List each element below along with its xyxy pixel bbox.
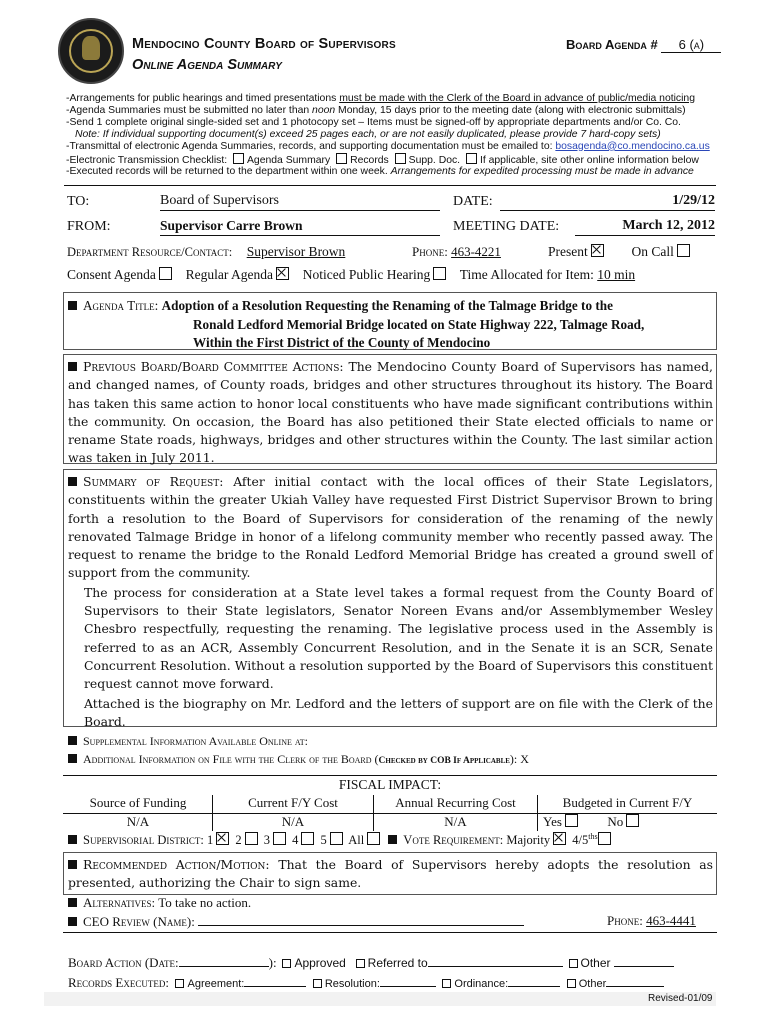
present-checkbox[interactable] [591, 244, 604, 257]
consent-agenda-checkbox[interactable] [159, 267, 172, 280]
other-field[interactable] [614, 955, 674, 967]
checkbox-online-info[interactable] [466, 153, 477, 164]
present-row: Present On Call [548, 244, 693, 260]
agenda-number-value: 6 (a) [661, 37, 721, 53]
ceo-rule [63, 932, 717, 933]
revised-label: Revised-01/09 [648, 993, 713, 1004]
agenda-title-section: Agenda Title: Adoption of a Resolution Requesting the Renaming of the Talmage Bridge to the Ronald Ledford Memorial Bridge located on State Highway 222, Talmage Road, Within the First District of the County of Mendocino [68, 297, 713, 353]
fiscal-header-budgeted: Budgeted in Current F/Y [562, 795, 693, 810]
date-field[interactable]: 1/29/12 [500, 193, 715, 211]
ceo-phone-value[interactable]: 463-4441 [646, 913, 696, 928]
fiscal-impact-title: FISCAL IMPACT: [338, 777, 442, 792]
phone-row: Phone: 463-4221 [412, 244, 501, 259]
fiscal-col-divider-2 [373, 795, 374, 831]
agenda-number-label: Board Agenda # 6 (a) [566, 37, 721, 53]
records-other-checkbox[interactable] [567, 979, 576, 988]
ceo-phone-row: Phone: 463-4441 [607, 913, 696, 928]
time-allocated-value[interactable]: 10 min [597, 267, 636, 282]
footer-bar [44, 992, 716, 1006]
ceo-review-row: CEO Review (Name): [68, 913, 524, 930]
from-label: FROM: [67, 219, 111, 234]
form-subtitle: Online Agenda Summary [132, 57, 282, 73]
records-resolution-checkbox[interactable] [313, 979, 322, 988]
records-resolution-field[interactable] [380, 976, 436, 987]
agenda-type-row: Consent Agenda Regular Agenda Noticed Public Hearing Time Allocated for Item: 10 min [67, 267, 636, 282]
fiscal-header-current: Current F/Y Cost [248, 795, 338, 810]
oncall-checkbox[interactable] [677, 244, 690, 257]
form-title: Mendocino County Board of Supervisors [132, 36, 396, 52]
approved-checkbox[interactable] [282, 959, 291, 968]
supplemental-online: Supplemental Information Available Online at: [68, 734, 308, 749]
vote-majority-checkbox[interactable] [553, 832, 566, 845]
fiscal-top-rule [63, 775, 717, 776]
summary-section: Summary of Request: After initial contact with the local offices of their State Legislators, constituents within the greater Ukiah Valley have requested First District Supervisor Brown to bring forth a resolution to the Board of Supervisors for consideration of the renaming of the newly renovated Talmage Bridge in honor of a lifelong community member who recently passed away. The request to rename the bridge to the Ronald Ledford Memorial Bridge has created a ground swell of support from the community. The process for consideration at a State level takes a formal request from the County Board of Supervisors to their State legislators, Senator Noreen Evans and/or Assemblymember Wesley Chesbro respectfully, requesting the renaming. The legislative process used in the Assembly is referred to as an ACR, Assembly Concurrent Resolution, and in the Senate it is an SCR, Senate Concurrent Resolution. Without a resolution supported by the Board of Supervisors this constituent request cannot move forward. Attached is the biography on Mr. Ledford and the letters of support are on file with the Clerk of the Board. [68, 474, 713, 729]
records-other-field[interactable] [606, 976, 664, 987]
meeting-date-label: MEETING DATE: [453, 219, 560, 234]
recommended-action-section: Recommended Action/Motion: That the Board of Supervisors hereby adopts the resolution as presented, authorizing the Chair to sign same. [68, 857, 713, 891]
referred-to-field[interactable] [428, 955, 563, 967]
contact-value[interactable]: Supervisor Brown [246, 244, 346, 259]
phone-value[interactable]: 463-4221 [451, 244, 501, 259]
checkbox-agenda-summary[interactable] [233, 153, 244, 164]
to-label: TO: [67, 194, 90, 209]
previous-actions-section: Previous Board/Board Committee Actions: The Mendocino County Board of Supervisors has named, and changed names, of County roads, bridges and other structures throughout its history. The Board has taken this same action to honor local constituents who have made significant contributions within the community. On occasion, the Board has also petitioned their State elected officials to name or rename State roads, highways, bridges and other structures within the County. The last similar action was taken in July 2011. [68, 359, 713, 466]
date-label: DATE: [453, 194, 493, 209]
noticed-hearing-checkbox[interactable] [433, 267, 446, 280]
budgeted-yes-checkbox[interactable] [565, 814, 578, 827]
district-5-checkbox[interactable] [330, 832, 343, 845]
district-all-checkbox[interactable] [367, 832, 380, 845]
board-action-row: Board Action (Date: ): Approved Referred to Other [68, 955, 674, 971]
fiscal-value-source: N/A [126, 814, 150, 829]
fiscal-header-source: Source of Funding [89, 795, 187, 810]
header-divider [64, 185, 716, 186]
instructions-block: -Arrangements for public hearings and timed presentations must be made with the Clerk of the Board in advance of public/media noticing -Agenda Summaries must be submitted no later than noon Monday, 15 days prior to the meeting date (along with electronic submittals) -Send 1 complete original single-sided set and 1 photocopy set – Items must be signed-off by appropriate departments and/or Co. Co. Note: If individual supporting document(s) exceed 25 pages each, or are not easily duplicated, please provide 7 hard-copy sets) -Transmittal of electronic Agenda Summaries, records, and supporting documentation must be emailed to: bosagenda@co.mendocino.ca.us -Electronic Transmission Checklist: Agenda Summary Records Supp. Doc. If applicable, site other online information below -Executed records will be returned to the department within one week. Arrangements for expedited processing must be made in advance [66, 93, 710, 178]
district-4-checkbox[interactable] [301, 832, 314, 845]
records-agreement-checkbox[interactable] [175, 979, 184, 988]
supplemental-on-file: Additional Information on File with the Clerk of the Board (Checked by COB If Applicable): X [68, 752, 529, 767]
fiscal-header-annual: Annual Recurring Cost [395, 795, 516, 810]
county-seal-logo [58, 18, 124, 84]
budgeted-no-checkbox[interactable] [626, 814, 639, 827]
checkbox-supp-doc[interactable] [395, 153, 406, 164]
contact-row: Department Resource/Contact: Supervisor Brown [67, 244, 346, 259]
records-ordinance-field[interactable] [508, 976, 560, 987]
from-field[interactable]: Supervisor Carre Brown [160, 218, 440, 236]
fiscal-value-current: N/A [281, 814, 305, 829]
records-ordinance-checkbox[interactable] [442, 979, 451, 988]
email-link[interactable]: bosagenda@co.mendocino.ca.us [555, 140, 710, 152]
checkbox-records[interactable] [336, 153, 347, 164]
board-action-date-field[interactable] [179, 955, 269, 967]
vote-fourfifths-checkbox[interactable] [598, 832, 611, 845]
fiscal-col-divider-3 [537, 795, 538, 831]
ceo-name-field[interactable] [198, 913, 524, 926]
other-checkbox[interactable] [569, 959, 578, 968]
fiscal-value-annual: N/A [444, 814, 467, 829]
fiscal-table [63, 795, 717, 831]
fiscal-budgeted-options: Yes No [543, 814, 642, 830]
referred-checkbox[interactable] [356, 959, 365, 968]
records-agreement-field[interactable] [244, 976, 306, 987]
records-executed-row: Records Executed: Agreement: Resolution: Ordinance: Other [68, 975, 664, 991]
meeting-date-field[interactable]: March 12, 2012 [575, 218, 715, 236]
regular-agenda-checkbox[interactable] [276, 267, 289, 280]
district-2-checkbox[interactable] [245, 832, 258, 845]
fiscal-col-divider-1 [212, 795, 213, 831]
alternatives-row: Alternatives: To take no action. [68, 895, 251, 911]
district-1-checkbox[interactable] [216, 832, 229, 845]
district-row: Supervisorial District: 1 2 3 4 5 All Vote Requirement: Majority $4/5^{ths}$ [68, 832, 614, 848]
district-3-checkbox[interactable] [273, 832, 286, 845]
to-field[interactable]: Board of Supervisors [160, 193, 440, 211]
